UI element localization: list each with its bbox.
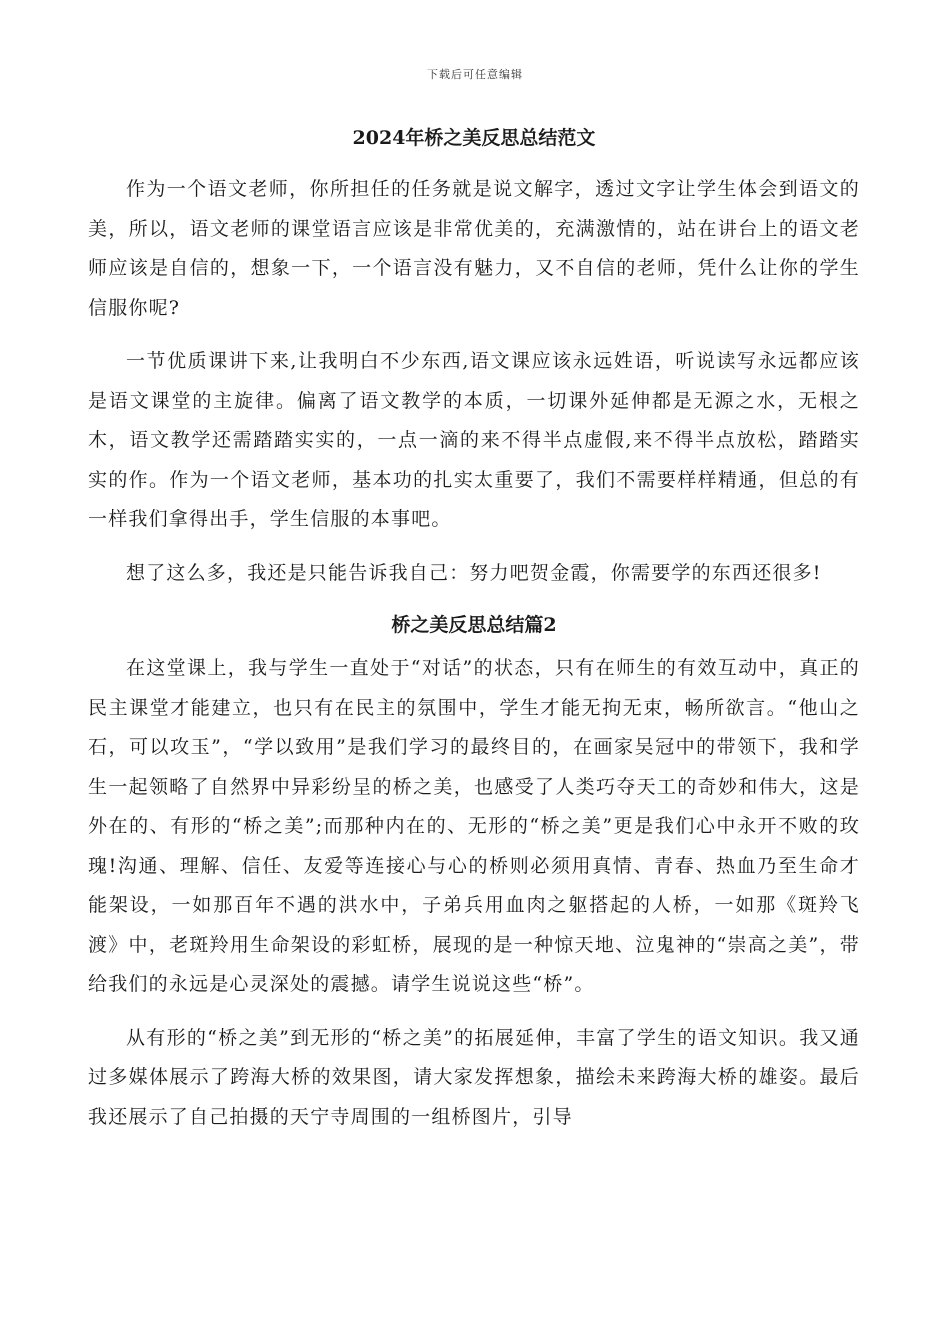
document-title: 2024年桥之美反思总结范文 (352, 127, 596, 149)
paragraph: 作为一个语文老师，你所担任的任务就是说文解字，透过文字让学生体会到语文的美，所以，语文老师的课堂语言应该是非常优美的，充满激情的，站在讲台上的语文老师应该是自信的，想象一下，一个语言没有魅力，又不自信的老师，凭什么让你的学生信服你呢? (88, 178, 860, 319)
section-heading: 桥之美反思总结篇2 (391, 614, 557, 636)
paragraph: 想了这么多，我还是只能告诉我自己：努力吧贺金霞，你需要学的东西还很多! (126, 561, 822, 584)
paragraph: 在这堂课上，我与学生一直处于“对话”的状态，只有在师生的有效互动中，真正的民主课堂才能建立，也只有在民主的氛围中，学生才能无拘无束，畅所欲言。“他山之石，可以攻玉”，“学以致用”是我们学习的最终目的，在画家吴冠中的带领下，我和学生一起领略了自然界中异彩纷呈的桥之美，也感受了人类巧夺天工的奇妙和伟大，这是外在的、有形的“桥之美”;而那种内在的、无形的“桥之美”更是我们心中永开不败的玫瑰!沟通、理解、信任、友爱等连接心与心的桥则必须用真情、青春、热血乃至生命才能架设，一如那百年不遇的洪水中，子弟兵用血肉之躯搭起的人桥，一如那《斑羚飞渡》中，老斑羚用生命架设的彩虹桥，展现的是一种惊天地、泣鬼神的“崇高之美”，带给我们的永远是心灵深处的震撼。请学生说说这些“桥”。 (88, 657, 860, 995)
page-header-note: 下载后可任意编辑 (427, 68, 523, 81)
paragraph: 一节优质课讲下来,让我明白不少东西,语文课应该永远姓语，听说读写永远都应该是语文课堂的主旋律。偏离了语文教学的本质，一切课外延伸都是无源之水，无根之木，语文教学还需踏踏实实的，一点一滴的来不得半点虚假,来不得半点放松，踏踏实实的作。作为一个语文老师，基本功的扎实太重要了，我们不需要样样精通，但总的有一样我们拿得出手，学生信服的本事吧。 (88, 350, 860, 530)
document-body (88, 120, 860, 1151)
paragraph: 从有形的“桥之美”到无形的“桥之美”的拓展延伸，丰富了学生的语文知识。我又通过多媒体展示了跨海大桥的效果图，请大家发挥想象，描绘未来跨海大桥的雄姿。最后我还展示了自己拍摄的天宁寺周围的一组桥图片，引导 (88, 1026, 860, 1128)
